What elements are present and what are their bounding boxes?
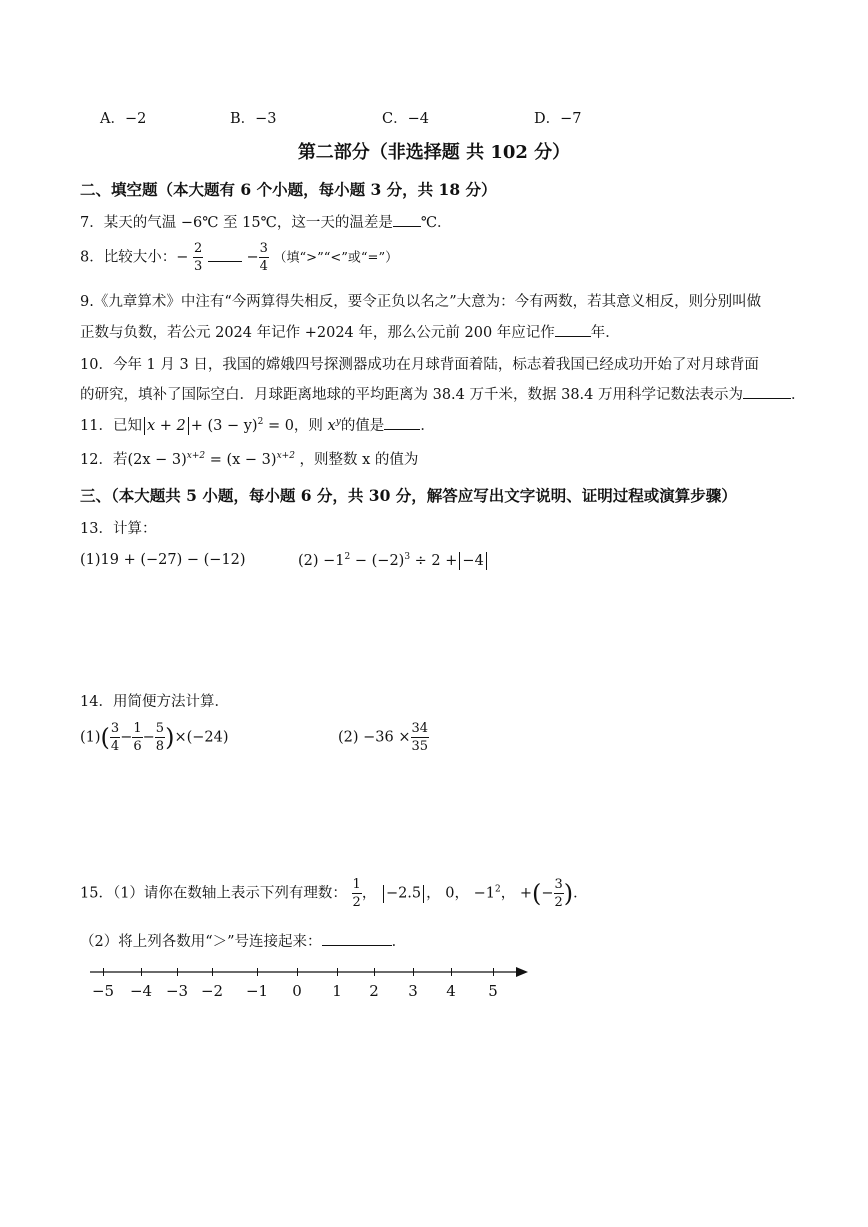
question-12: 12．若$(2x - 3)^{x+2} = (x - 3)^{x+2}$ ，则整数 x 的值为 — [80, 451, 419, 468]
number-line-tick — [212, 968, 213, 976]
question-14-part2: (2) −36 × $\frac{34}{35}$ — [338, 721, 429, 754]
number-line-label: −4 — [129, 982, 153, 1000]
number-line-axis — [90, 965, 530, 979]
q12-rhs: (x − 3) — [226, 452, 277, 468]
q11-prefix: 11．已知 — [80, 418, 142, 434]
q7-unit: ℃． — [420, 215, 452, 231]
number-line-tick — [337, 968, 338, 976]
number-line-label: 3 — [408, 982, 418, 1000]
question-9-line2 — [80, 321, 620, 342]
option-a: A．−2 — [100, 111, 147, 127]
question-13-part1: (1)19 + (−27) − (−12) — [80, 552, 246, 568]
number-line-label: 2 — [369, 982, 379, 1000]
question-14-part1: (1)( $\frac{3}{4}$ − $\frac{1}{6}$ − $\frac{5}{8}$ )×(−24) — [80, 721, 229, 754]
q11-suffix: 的值是 — [340, 418, 385, 434]
question-10-line2 — [80, 383, 806, 404]
question-13-title: 13．计算： — [80, 521, 157, 537]
number-line-tick — [374, 968, 375, 976]
q9-end: 年． — [590, 325, 620, 341]
section3-title: 三、（本大题共 5 小题，每小题 6 分，共 30 分，解答应写出文字说明、证明过程或演算步骤） — [80, 486, 737, 505]
q8-minus: − — [246, 249, 259, 266]
number-line-tick — [257, 968, 258, 976]
question-9-line1: 9.《九章算术》中注有“今两算得失相反，要令正负以名之”大意为：今有两数，若其意义相反，则分别叫做 — [80, 294, 762, 310]
question-15-line1: 15．（1）请你在数轴上表示下列有理数： $\frac{1}{2}$ ， −2.5 ， 0， $-1^2$， +(− $\frac{3}{2}$ )． — [80, 877, 588, 910]
q11-mid: + (3 − y) — [190, 418, 258, 434]
number-line-tick — [177, 968, 178, 976]
number-line-label: −3 — [165, 982, 189, 1000]
question-11: 11．已知 $x + 2 + (3 - y)^2 = 0$，则 $x^y$的值是 ． — [80, 417, 435, 434]
answer-blank — [322, 933, 392, 946]
question-7 — [80, 211, 452, 232]
question-15-line2: （2）将上列各数用“＞”号连接起来： ． — [80, 934, 407, 950]
q8-prefix: 8．比较大小：− — [80, 249, 189, 266]
q11-eq: = 0，则 — [267, 418, 323, 434]
q8-hint: （填“>”“<”或“=”） — [273, 250, 399, 266]
q9-text: 正数与负数，若公元 2024 年记作 +2024 年，那么公元前 200 年应记作 — [80, 325, 555, 341]
answer-blank — [208, 249, 242, 262]
number-line-tick — [451, 968, 452, 976]
option-d: D．−7 — [534, 111, 582, 127]
answer-blank — [393, 214, 421, 227]
fraction: $\frac{3}{4}$ — [259, 241, 268, 274]
q12-lhs: (2x − 3) — [127, 452, 187, 468]
number-line-label: −2 — [200, 982, 224, 1000]
answer-blank — [384, 417, 420, 430]
q10-text: 的研究，填补了国际空白．月球距离地球的平均距离为 38.4 万千米，数据 38.4 万用科学记数法表示为 — [80, 387, 744, 403]
number-line-tick — [103, 968, 104, 976]
q12-suffix: ，则整数 x 的值为 — [299, 452, 419, 468]
question-10-line1: 10．今年 1 月 3 日，我国的嫦娥四号探测器成功在月球背面着陆，标志着我国已经成功开始了对月球背面 — [80, 357, 759, 373]
option-b: B．−3 — [230, 111, 277, 127]
number-line-label: −1 — [245, 982, 269, 1000]
section2-title: 二、填空题（本大题有 6 个小题，每小题 3 分，共 18 分） — [80, 180, 497, 199]
q10-end: ． — [791, 387, 806, 403]
part2-title: 第二部分（非选择题 共 102 分） — [297, 142, 571, 163]
number-line-label: −5 — [91, 982, 115, 1000]
q7-text: 7．某天的气温 −6℃ 至 15℃，这一天的温差是 — [80, 215, 393, 231]
number-line-label: 4 — [446, 982, 456, 1000]
number-line-label: 5 — [488, 982, 498, 1000]
q12-prefix: 12．若 — [80, 452, 128, 468]
q11-abs: x + 2 — [146, 418, 186, 434]
question-14-title: 14．用简便方法计算． — [80, 694, 229, 710]
number-line-tick — [141, 968, 142, 976]
fraction: $\frac{2}{3}$ — [193, 241, 203, 274]
number-line-tick — [297, 968, 298, 976]
question-8 — [80, 242, 398, 273]
number-line — [90, 972, 530, 1012]
number-line-tick — [413, 968, 414, 976]
number-line-label: 1 — [332, 982, 342, 1000]
number-line-tick — [493, 968, 494, 976]
answer-blank — [743, 386, 791, 399]
question-13-part2: $(2) -1^2 - (-2)^3 \div 2 + -4$ — [298, 552, 489, 570]
number-line-label: 0 — [292, 982, 302, 1000]
option-c: C．−4 — [382, 111, 429, 127]
answer-blank — [555, 324, 591, 337]
